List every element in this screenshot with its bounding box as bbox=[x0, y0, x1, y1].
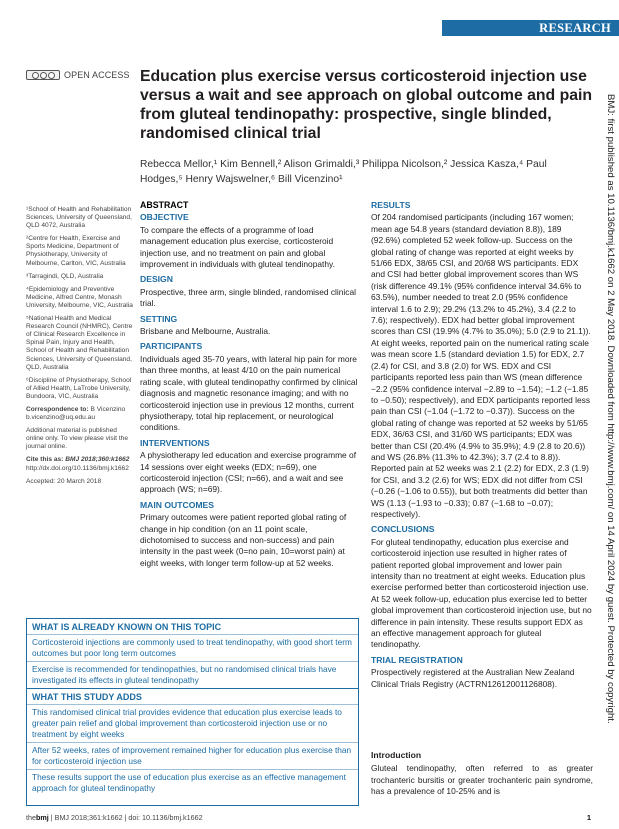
section-label: RESEARCH bbox=[539, 21, 611, 35]
summary-box bbox=[26, 618, 359, 806]
registration-heading: TRIAL REGISTRATION bbox=[371, 654, 463, 665]
footer-citation: | BMJ 2018;361:k1662 | doi: 10.1136/bmj.k1662 bbox=[50, 813, 203, 822]
abstract-left-column bbox=[140, 200, 358, 570]
setting-text: Brisbane and Melbourne, Australia. bbox=[140, 326, 271, 337]
introduction-text: Gluteal tendinopathy, often referred to as greater trochanteric bursitis or greater trochanteric pain syndrome, has a prevalence of 10-25% and is bbox=[371, 763, 593, 797]
results-heading: RESULTS bbox=[371, 200, 411, 210]
adds-item: After 52 weeks, rates of improvement remained higher for education plus exercise than for corticosteroid injection use bbox=[27, 742, 358, 769]
affiliation: ²Centre for Health, Exercise and Sports Medicine, Department of Physiotherapy, University of Melbourne, Carlton, VIC, Australia bbox=[26, 235, 126, 267]
correspondence-label: Correspondence to: bbox=[26, 405, 89, 413]
objective-heading: OBJECTIVE bbox=[140, 212, 189, 223]
conclusions-text: For gluteal tendinopathy, education plus exercise and corticosteroid injection use resulted in higher rates of patient reported global improvement and lower pain intensity than no treatment at eight weeks. Education plus exercise performed better than corticosteroid injection use. At 52 week follow-up, education plus exercise led to better global improvement than corticosteroid injection use, but no difference in pain intensity. These results support EDX as an effective management approach for gluteal tendinopathy. bbox=[371, 536, 592, 650]
creative-commons-icon bbox=[26, 70, 60, 80]
open-access-label: OPEN ACCESS bbox=[64, 70, 130, 80]
affiliation: ¹School of Health and Rehabilitation Sciences, University of Queensland, QLD 4072, Australia bbox=[26, 206, 132, 230]
outcomes-text: Primary outcomes were patient reported global rating of change in hip condition (on an 11 point scale, dichotomised to success and non-success) and pain intensity in the past week (0=no pain, 10=worst pain) at eight weeks, with longer term follow-up at 52 weeks. bbox=[140, 512, 347, 568]
interventions-heading: INTERVENTIONS bbox=[140, 437, 210, 448]
abstract-heading: ABSTRACT bbox=[140, 200, 189, 210]
design-text: Prospective, three arm, single blinded, randomised clinical trial. bbox=[140, 286, 356, 309]
affiliations-column bbox=[26, 206, 134, 491]
research-banner bbox=[442, 20, 619, 36]
known-heading: WHAT IS ALREADY KNOWN ON THIS TOPIC bbox=[32, 622, 222, 632]
affiliation: ⁶Discipline of Physiotherapy, School of Allied Health, LaTrobe University, Bundoora, VIC, Australia bbox=[26, 376, 132, 400]
known-item: Exercise is recommended for tendinopathies, but no randomised clinical trials have investigated its effects in gluteal tendinopathy bbox=[27, 661, 358, 688]
abstract-right-column bbox=[371, 200, 593, 691]
affiliation: ³Tarragindi, QLD, Australia bbox=[26, 272, 104, 280]
cite-label: Cite this as: bbox=[26, 456, 64, 464]
setting-heading: SETTING bbox=[140, 313, 178, 324]
doi-link[interactable]: http://dx.doi.org/10.1136/bmj.k1662 bbox=[26, 464, 129, 472]
sidebar-text: BMJ: first published as 10.1136/bmj.k1662 on 2 May 2018. Downloaded from http://www.bmj.com/ on 14 April 2024 by guest. Protected by copyright. bbox=[605, 94, 616, 724]
download-sidebar bbox=[603, 94, 617, 734]
cite-reference: BMJ 2018;360:k1662 bbox=[65, 456, 130, 464]
registration-text: Prospectively registered at the Australian New Zealand Clinical Trials Registry (ACTRN12612001126808). bbox=[371, 667, 575, 689]
affiliation: ⁵National Health and Medical Research Council (NHMRC), Centre of Clinical Research Excellence in Spinal Pain, Injury and Health, School of Health and Rehabilitation Sciences, University of Queensland, QLD, Australia bbox=[26, 315, 133, 371]
page-footer bbox=[26, 813, 203, 822]
article-title: Education plus exercise versus corticosteroid injection use versus a wait and see approach on global outcome and pain from gluteal tendinopathy: prospective, single blinded, randomised clinical trial bbox=[140, 68, 593, 142]
author-list: Rebecca Mellor,¹ Kim Bennell,² Alison Grimaldi,³ Philippa Nicolson,² Jessica Kasza,⁴ Paul Hodges,⁵ Henry Wajswelner,⁶ Bill Vicenzino¹ bbox=[140, 159, 547, 185]
accepted-date: Accepted: 20 March 2018 bbox=[26, 477, 102, 485]
correspondence-email[interactable]: b.vicenzino@uq.edu.au bbox=[26, 414, 96, 422]
correspondence bbox=[26, 406, 134, 422]
participants-heading: PARTICIPANTS bbox=[140, 341, 203, 352]
affiliation: ⁴Epidemiology and Preventive Medicine, Alfred Centre, Monash University, Melbourne, VIC, Australia bbox=[26, 285, 133, 309]
objective-text: To compare the effects of a programme of load management education plus exercise, corticosteroid injection use, and no treatment on pain and global improvement in individuals with gluteal tendinopathy. bbox=[140, 224, 335, 270]
adds-item: These results support the use of education plus exercise as an effective management approach for gluteal tendinopathy bbox=[27, 769, 358, 796]
page-number: 1 bbox=[586, 813, 591, 822]
introduction-section bbox=[371, 750, 593, 798]
journal-logo: bmj bbox=[36, 813, 49, 822]
additional-material-note: Additional material is published online only. To view please visit the journal online. bbox=[26, 427, 129, 451]
introduction-heading: Introduction bbox=[371, 750, 422, 760]
correspondence-name: B Vicenzino bbox=[90, 405, 126, 413]
design-heading: DESIGN bbox=[140, 274, 173, 285]
adds-item: This randomised clinical trial provides evidence that education plus exercise leads to greater pain relief and global improvement than corticosteroid injection use or no treatment by eight weeks bbox=[27, 704, 358, 742]
journal-prefix: the bbox=[26, 813, 36, 822]
outcomes-heading: MAIN OUTCOMES bbox=[140, 499, 214, 510]
conclusions-heading: CONCLUSIONS bbox=[371, 524, 435, 535]
citation-note bbox=[26, 456, 134, 472]
results-text: Of 204 randomised participants (including 167 women; mean age 54.8 years (standard deviation 8.8)), 189 (92.6%) completed 52 week follow-up. Success on the global rating of change was reported at eight weeks by 51/66 EDX, 38/65 CSI, and 20/68 WS participants. EDX and CSI had better global improvement scores than WS (risk difference 49.1% (95% confidence interval 34.6% to 63.5%), number needed to treat 2.0 (95% confidence interval 1.6 to 2.9); 29.2% (13.2% to 45.2%), 3.4 (2.2 to 7.6); respectively). EDX had better global improvement scores than CSI (19.9% (4.7% to 35.0%); 5.0 (2.9 to 21.1)). At eight weeks, reported pain on the numerical rating scale was mean score 1.5 (standard deviation 1.5) for EDX, 2.7 (2.4) for CSI, and 3.8 (2.0) for WS. EDX and CSI participants reported less pain than WS (mean difference −2.2 (95% confidence interval −2.89 to −1.54); −1.2 (−1.85 to −0.50); respectively), and EDX participants reported less pain than CSI (−1.04 (−1.72 to −0.37)). Success on the global rating of change was reported at 52 weeks by 51/65 EDX, 36/63 CSI, and 31/60 WS participants; EDX was better than CSI (20.4% (4.9% to 35.9%); 4.9 (2.8 to 20.6)) and WS (26.8% (11.3% to 42.3%); 3.7 (2.4 to 8.8)). Reported pain at 52 weeks was 2.1 (2.2) for EDX, 2.3 (1.9) for CSI, and 3.2 (2.6) for WS; EDX did not differ from CSI (−0.26 (−1.06 to 0.55)), but both treatments did better than WS (1.13 (−1.93 to −0.33); 0.87 (−1.68 to −0.07); respectively). bbox=[371, 212, 591, 519]
participants-text: Individuals aged 35-70 years, with lateral hip pain for more than three months, at least 4/10 on the pain numerical rating scale, with gluteal tendinopathy confirmed by clinical diagnosis and magnetic resonance imaging; and with no corticosteroid injection use in previous 12 months, current physiotherapy, total hip replacement, or neurological conditions. bbox=[140, 353, 358, 433]
interventions-text: A physiotherapy led education and exercise programme of 14 sessions over eight weeks (EDX; n=69), one corticosteroid injection (CSI; n=66), and a wait and see approach (WS; n=69). bbox=[140, 450, 357, 495]
adds-heading: WHAT THIS STUDY ADDS bbox=[27, 688, 358, 704]
known-item: Corticosteroid injections are commonly used to treat tendinopathy, with good short term outcomes but poor long term outcomes bbox=[27, 634, 358, 661]
